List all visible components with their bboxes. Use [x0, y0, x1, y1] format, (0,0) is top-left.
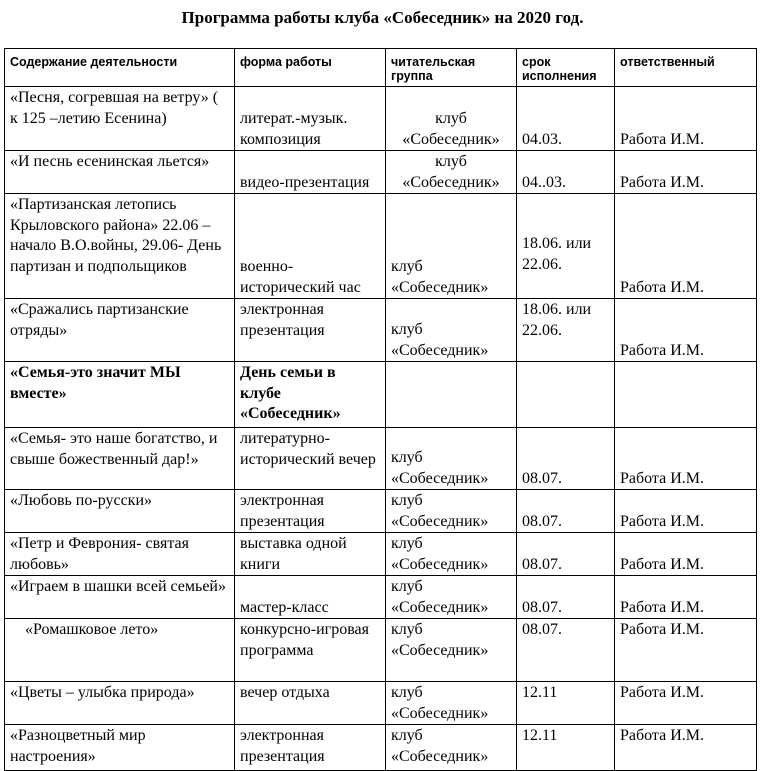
cell-responsible: Работа И.М. [615, 490, 757, 533]
cell-date: 08.07. [517, 490, 615, 533]
cell-group: клуб «Собеседник» [386, 87, 517, 151]
cell-form: День семьи в клубе «Собеседник» [235, 362, 386, 428]
cell-group: клуб «Собеседник» [386, 533, 517, 576]
cell-responsible: Работа И.М. [615, 619, 757, 682]
cell-responsible: Работа И.М. [615, 151, 757, 194]
cell-form: конкурсно-игровая программа [235, 619, 386, 682]
cell-group: клуб «Собеседник» [386, 490, 517, 533]
cell-content: «Петр и Феврония- святая любовь» [5, 533, 235, 576]
cell-responsible: Работа И.М. [615, 576, 757, 619]
cell-form: литерат.-музык. композиция [235, 87, 386, 151]
cell-form: военно-исторический час [235, 194, 386, 299]
cell-form: литературно-исторический вечер [235, 428, 386, 490]
cell-date: 04..03. [517, 151, 615, 194]
table-row [5, 194, 757, 299]
cell-group: клуб «Собеседник» [386, 194, 517, 299]
header-date: срок исполнения [517, 49, 615, 87]
cell-content: «Сражались партизанские отряды» [5, 299, 235, 362]
cell-date: 08.07. [517, 533, 615, 576]
cell-date: 12.11 [517, 682, 615, 725]
table-row-section [5, 362, 757, 428]
cell-responsible: Работа И.М. [615, 682, 757, 725]
cell-content: «Любовь по-русски» [5, 490, 235, 533]
cell-date: 08.07. [517, 619, 615, 682]
cell-group: клуб «Собеседник» [386, 725, 517, 771]
cell-form: мастер-класс [235, 576, 386, 619]
cell-content: «Песня, согревшая на ветру» ( к 125 –летию Есенина) [5, 87, 235, 151]
cell-group: клуб «Собеседник» [386, 682, 517, 725]
cell-date: 12.11 [517, 725, 615, 771]
cell-content: «И песнь есенинская льется» [5, 151, 235, 194]
cell-content: «Семья-это значит МЫ вместе» [5, 362, 235, 428]
cell-responsible: Работа И.М. [615, 194, 757, 299]
cell-content: «Семья- это наше богатство, и свыше божественный дар!» [5, 428, 235, 490]
cell-group: клуб «Собеседник» [386, 619, 517, 682]
cell-content: «Разноцветный мир настроения» [5, 725, 235, 771]
cell-content: «Играем в шашки всей семьей» [5, 576, 235, 619]
cell-responsible: Работа И.М. [615, 428, 757, 490]
program-table [4, 48, 757, 771]
cell-date: 18.06. или 22.06. [517, 299, 615, 362]
cell-group [386, 362, 517, 428]
cell-date: 08.07. [517, 576, 615, 619]
table-row [5, 682, 757, 725]
cell-responsible: Работа И.М. [615, 87, 757, 151]
cell-responsible: Работа И.М. [615, 725, 757, 771]
table-row [5, 428, 757, 490]
cell-form: электронная презентация [235, 725, 386, 771]
header-form: форма работы [235, 49, 386, 87]
header-group: читательская группа [386, 49, 517, 87]
cell-content: «Цветы – улыбка природа» [5, 682, 235, 725]
cell-date [517, 362, 615, 428]
cell-group: клуб «Собеседник» [386, 576, 517, 619]
table-row [5, 725, 757, 771]
cell-group: клуб «Собеседник» [386, 151, 517, 194]
cell-responsible: Работа И.М. [615, 533, 757, 576]
table-row [5, 576, 757, 619]
table-row [5, 151, 757, 194]
table-row [5, 619, 757, 682]
cell-content: «Ромашковое лето» [5, 619, 235, 682]
table-row [5, 87, 757, 151]
cell-form: электронная презентация [235, 490, 386, 533]
cell-date: 08.07. [517, 428, 615, 490]
page-title: Программа работы клуба «Собеседник» на 2020 год. [181, 8, 584, 27]
cell-date: 18.06. или 22.06. [517, 194, 615, 299]
cell-form: выставка одной книги [235, 533, 386, 576]
header-responsible: ответственный [615, 49, 757, 87]
cell-group: клуб «Собеседник» [386, 299, 517, 362]
cell-content: «Партизанская летопись Крыловского района» 22.06 –начало В.О.войны, 29.06- День партизан и подпольщиков [5, 194, 235, 299]
cell-form: вечер отдыха [235, 682, 386, 725]
cell-responsible [615, 362, 757, 428]
table-row [5, 490, 757, 533]
cell-responsible: Работа И.М. [615, 299, 757, 362]
cell-date: 04.03. [517, 87, 615, 151]
table-row [5, 533, 757, 576]
table-header-row [5, 49, 757, 87]
table-row [5, 299, 757, 362]
cell-form: электронная презентация [235, 299, 386, 362]
cell-group: клуб «Собеседник» [386, 428, 517, 490]
cell-form: видео-презентация [235, 151, 386, 194]
header-content: Содержание деятельности [5, 49, 235, 87]
